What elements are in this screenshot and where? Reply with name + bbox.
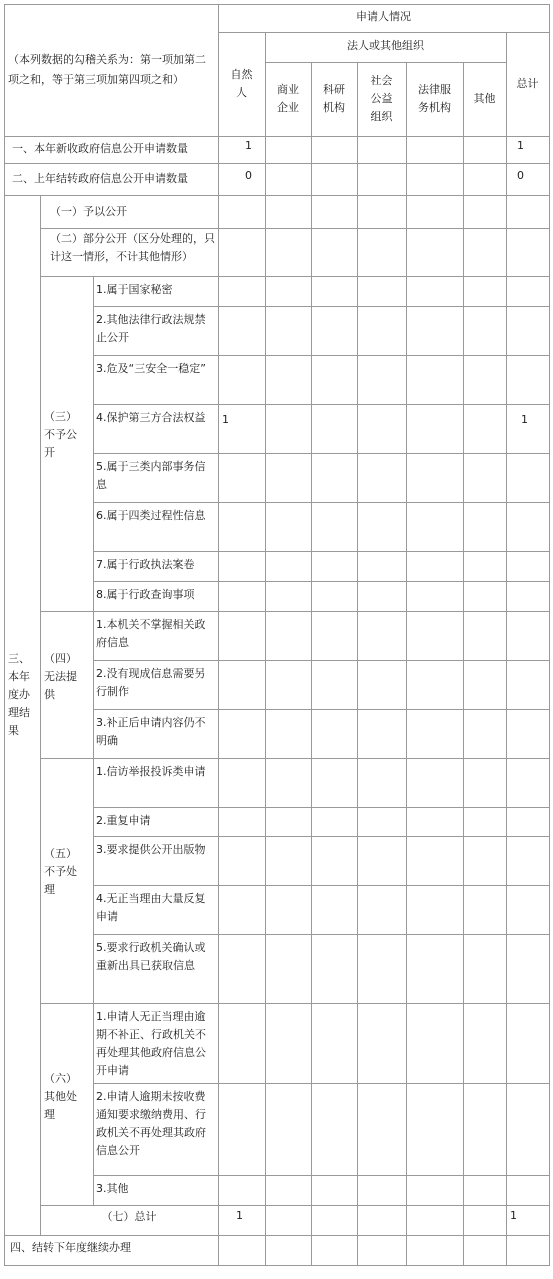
table-rule — [93, 551, 550, 552]
row-carryover-label: 二、上年结转政府信息公开申请数量 — [12, 172, 188, 185]
table-rule — [93, 836, 550, 837]
table-rule — [40, 611, 550, 612]
row-new-applications-total: 1 — [517, 139, 524, 152]
subrow-not-disclosed-item: 7.属于行政执法案卷 — [96, 558, 195, 571]
subrow-not-disclosed-item: 3.危及“三安全一稳定” — [96, 362, 206, 375]
group-four-label: （四） 无法提 供 — [44, 652, 77, 701]
table-rule — [506, 32, 507, 1266]
table-rule — [40, 758, 550, 759]
table-rule — [4, 136, 550, 137]
table-rule — [93, 934, 550, 935]
row-carryover-natural: 0 — [245, 169, 252, 182]
table-rule — [265, 32, 266, 1266]
table-rule — [93, 306, 550, 307]
table-rule — [93, 276, 94, 1206]
subrow-not-disclosed-item4-total: 1 — [521, 413, 528, 426]
subrow-not-processed-item: 2.重复申请 — [96, 814, 151, 827]
group-five-label: （五） 不予处 理 — [44, 847, 77, 896]
table-rule — [4, 163, 550, 164]
row-carryover-total: 0 — [517, 169, 524, 182]
table-rule — [40, 195, 41, 1236]
subrow-not-disclosed-item: 4.保护第三方合法权益 — [96, 411, 206, 424]
table-rule — [4, 195, 550, 196]
subrow-not-processed-item: 5.要求行政机关确认或重新出具已获取信息 — [96, 941, 206, 972]
row-new-applications-natural: 1 — [245, 139, 252, 152]
subrow-unable-provide-item: 3.补正后申请内容仍不明确 — [96, 716, 206, 747]
row-section-total-total: 1 — [510, 1209, 517, 1222]
table-rule — [357, 62, 358, 1266]
table-rule — [93, 807, 550, 808]
subrow-full-disclosure-label: （一）予以公开 — [50, 205, 127, 218]
header-legal-or-other: 法人或其他组织 — [347, 39, 424, 52]
table-rule — [4, 4, 550, 5]
table-rule — [4, 4, 5, 1266]
table-rule — [463, 62, 464, 1266]
table-rule — [549, 4, 550, 1266]
subrow-other-handling-item: 3.其他 — [96, 1182, 129, 1195]
header-commercial: 商业 企业 — [277, 83, 299, 114]
header-natural-person: 自然 人 — [230, 68, 253, 99]
table-rule — [4, 1265, 550, 1266]
group-six-label: （六） 其他处 理 — [44, 1072, 77, 1121]
subrow-not-disclosed-item: 5.属于三类内部事务信息 — [96, 460, 206, 491]
header-social-welfare: 社会 公益 组织 — [370, 74, 393, 123]
subrow-other-handling-item: 2.申请人逾期未按收费通知要求缴纳费用、行政机关不再处理其政府信息公开 — [96, 1090, 206, 1157]
table-rule — [406, 62, 407, 1266]
header-legal-service: 法律服 务机构 — [418, 83, 451, 114]
table-rule — [93, 885, 550, 886]
table-rule — [40, 228, 550, 229]
table-rule — [218, 32, 550, 33]
table-rule — [265, 62, 507, 63]
table-rule — [93, 355, 550, 356]
subrow-unable-provide-item: 2.没有现成信息需要另行制作 — [96, 667, 206, 698]
subrow-not-processed-item: 3.要求提供公开出版物 — [96, 843, 206, 856]
header-research: 科研 机构 — [323, 83, 345, 114]
row-carry-next-year-label: 四、结转下年度继续办理 — [10, 1241, 131, 1254]
subrow-not-disclosed-item: 1.属于国家秘密 — [96, 283, 173, 296]
header-note: （本列数据的勾稽关系为：第一项加第二项之和，等于第三项加第四项之和） — [8, 53, 206, 86]
subrow-other-handling-item: 1.申请人无正当理由逾期不补正、行政机关不再处理其他政府信息公开申请 — [96, 1010, 206, 1077]
table-rule — [40, 276, 550, 277]
table-rule — [93, 502, 550, 503]
table-rule — [93, 660, 550, 661]
table-rule — [93, 453, 550, 454]
subrow-not-disclosed-item: 6.属于四类过程性信息 — [96, 509, 206, 522]
table-rule — [4, 1235, 550, 1236]
header-other: 其他 — [473, 92, 496, 105]
table-rule — [40, 1205, 550, 1206]
table-rule — [218, 4, 219, 1266]
subrow-not-disclosed-item: 8.属于行政查询事项 — [96, 588, 195, 601]
row-section-total-natural: 1 — [236, 1209, 243, 1222]
header-applicant-situation: 申请人情况 — [356, 10, 411, 23]
subrow-not-disclosed-item: 2.其他法律行政法规禁止公开 — [96, 313, 206, 344]
table-rule — [93, 581, 550, 582]
subrow-not-disclosed-item4-natural: 1 — [222, 413, 229, 426]
subrow-unable-provide-item: 1.本机关不掌握相关政府信息 — [96, 618, 206, 649]
table-rule — [93, 1083, 550, 1084]
group-three-label: （三） 不予公 开 — [44, 410, 77, 459]
subrow-not-processed-item: 4.无正当理由大量反复申请 — [96, 892, 206, 923]
table-rule — [40, 1003, 550, 1004]
table-rule — [93, 709, 550, 710]
section-three-label: 三、 本年 度办 理结 果 — [8, 652, 30, 737]
table-rule — [93, 1175, 550, 1176]
header-total: 总计 — [516, 77, 539, 90]
table-rule — [311, 62, 312, 1266]
row-section-total-label: （七）总计 — [101, 1210, 157, 1223]
table-rule — [93, 404, 550, 405]
subrow-not-processed-item: 1.信访举报投诉类申请 — [96, 765, 206, 778]
subrow-partial-disclosure-label: （二）部分公开（区分处理的，只计这一情形，不计其他情形） — [50, 232, 215, 263]
row-new-applications-label: 一、本年新收政府信息公开申请数量 — [12, 142, 188, 155]
